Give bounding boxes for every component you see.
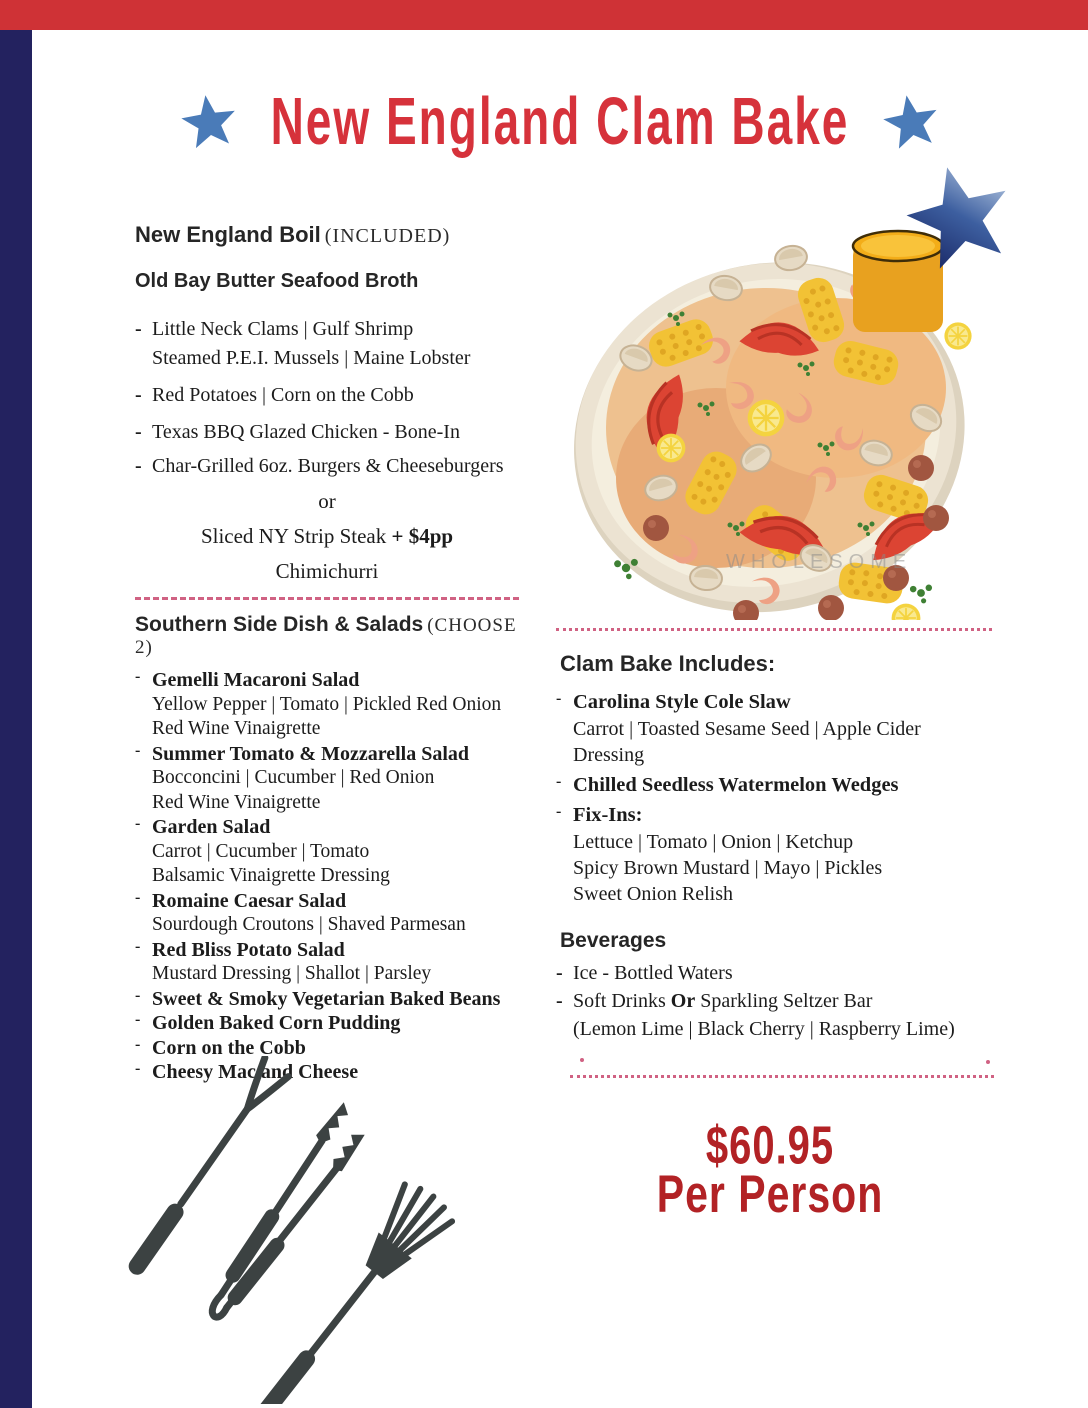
list-item: - Soft Drinks Or Sparkling Seltzer Bar (Lemon Lime | Black Cherry | Raspberry Lime) xyxy=(556,989,955,1040)
steak-upgrade-sub: Chimichurri xyxy=(275,559,379,583)
list-item: - Golden Baked Corn Pudding xyxy=(135,1011,401,1034)
list-item: - Chilled Seedless Watermelon Wedges xyxy=(556,772,899,796)
list-item: - Red Bliss Potato Salad Mustard Dressing | Shallot | Parsley xyxy=(135,937,432,984)
list-item: - Summer Tomato & Mozzarella Salad Bocconcini | Cucumber | Red Onion Red Wine Vinaigrette xyxy=(135,741,470,813)
list-item: - Texas BBQ Glazed Chicken - Bone-In xyxy=(135,421,460,443)
list-item: - Sweet & Smoky Vegetarian Baked Beans xyxy=(135,986,501,1010)
boil-subheading: Old Bay Butter Seafood Broth xyxy=(135,270,419,292)
bbq-tools-icon xyxy=(98,1056,493,1404)
photo-watermark: WHOLESOME xyxy=(726,551,913,573)
price-amount: $60.95 xyxy=(705,1116,835,1176)
top-red-bar xyxy=(0,0,1088,30)
stray-dot-right xyxy=(986,1060,990,1064)
beverages-list xyxy=(556,959,992,1043)
sides-heading-note: (CHOOSE 2) xyxy=(135,615,517,658)
list-item: - Little Neck Clams | Gulf Shrimp Steamed P.E.I. Mussels | Maine Lobster xyxy=(135,318,471,369)
list-item: - Romaine Caesar Salad Sourdough Croutons | Shaved Parmesan xyxy=(135,888,466,935)
stray-dot-left xyxy=(580,1058,584,1062)
beverages-heading: Beverages xyxy=(560,928,667,952)
star-icon-right xyxy=(879,90,944,153)
list-item: - Red Potatoes | Corn on the Cobb xyxy=(135,384,414,406)
list-item: - Fix-Ins: Lettuce | Tomato | Onion | Ketchup Spicy Brown Mustard | Mayo | Pickles Sweet Onion Relish xyxy=(556,803,883,905)
list-item: - Ice - Bottled Waters xyxy=(556,961,733,984)
page-title-row xyxy=(32,66,1088,176)
right-column xyxy=(556,620,992,1078)
boil-heading-row xyxy=(135,222,519,248)
list-item: - Gemelli Macaroni Salad Yellow Pepper | Tomato | Pickled Red Onion Red Wine Vinaigrette xyxy=(135,668,502,739)
dotted-divider-top xyxy=(556,628,992,631)
list-item: - Char-Grilled 6oz. Burgers & Cheeseburgers xyxy=(135,455,504,477)
boil-heading: New England Boil xyxy=(135,222,321,247)
includes-heading: Clam Bake Includes: xyxy=(560,651,776,676)
clam-bake-photo xyxy=(566,228,972,620)
page-title: New England Clam Bake xyxy=(270,83,850,159)
left-column xyxy=(135,222,519,1085)
steak-upgrade-line: Sliced NY Strip Steak + $4pp xyxy=(200,524,454,548)
list-item: - Garden Salad Carrot | Cucumber | Tomato Balsamic Vinaigrette Dressing xyxy=(135,815,390,886)
left-navy-bar xyxy=(0,30,32,1408)
boil-items xyxy=(135,315,519,481)
list-item: - Cheesy Mac and Cheese xyxy=(135,1060,359,1083)
list-item: - Corn on the Cobb xyxy=(135,1035,306,1059)
price-block xyxy=(620,1116,920,1224)
price-unit: Per Person xyxy=(656,1163,884,1224)
star-icon-left xyxy=(177,90,240,151)
dashed-divider xyxy=(135,597,519,600)
dotted-divider-bottom xyxy=(570,1075,994,1078)
sides-heading-row xyxy=(135,613,519,659)
includes-list xyxy=(556,690,992,907)
sides-heading: Southern Side Dish & Salads xyxy=(135,613,424,636)
list-item: - Carolina Style Cole Slaw Carrot | Toasted Sesame Seed | Apple Cider Dressing xyxy=(556,690,921,766)
or-label: or xyxy=(318,489,336,513)
sides-list xyxy=(135,668,519,1085)
boil-heading-note: (INCLUDED) xyxy=(324,225,451,247)
